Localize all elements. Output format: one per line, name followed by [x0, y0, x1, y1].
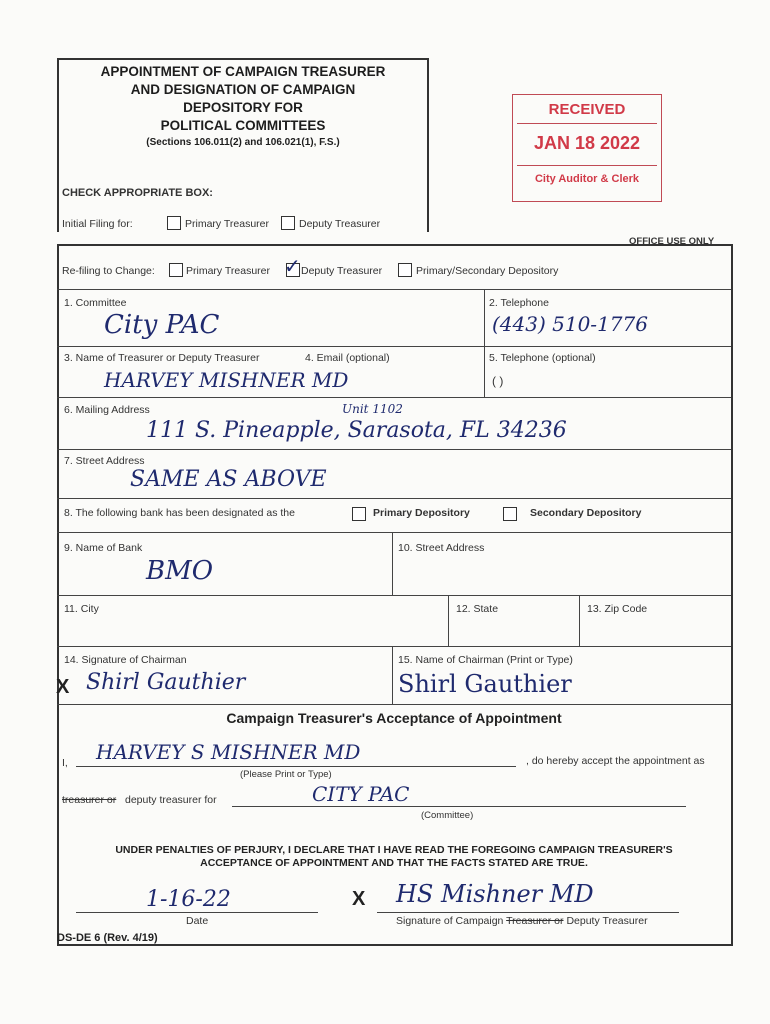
rule	[57, 346, 731, 347]
rule-v	[392, 646, 393, 704]
acceptance-name-value[interactable]: HARVEY S MISHNER MD	[96, 740, 361, 764]
mailing-address-label: 6. Mailing Address	[64, 404, 150, 416]
treasurer-value[interactable]: HARVEY MISHNER MD	[104, 368, 349, 392]
chairman-signature-value[interactable]: Shirl Gauthier	[86, 670, 246, 695]
committee-line	[232, 806, 686, 807]
treasurer-label: 3. Name of Treasurer or Deputy Treasurer	[64, 352, 260, 364]
received-stamp	[512, 94, 662, 202]
chairman-signature-label: 14. Signature of Chairman	[64, 654, 187, 666]
street-address-value[interactable]: SAME AS ABOVE	[130, 467, 327, 492]
date-label: Date	[186, 915, 209, 927]
name-line	[76, 766, 516, 767]
title-line-1: APPOINTMENT OF CAMPAIGN TREASURER	[100, 64, 386, 79]
signature-label	[396, 915, 648, 927]
refiling-depository-checkbox[interactable]	[398, 263, 412, 277]
perjury-line-1: UNDER PENALTIES OF PERJURY, I DECLARE THAT I HAVE READ THE FOREGOING CAMPAIGN TREASURER'S	[115, 844, 673, 856]
title-block	[57, 58, 429, 232]
mailing-address-insert: Unit 1102	[342, 402, 403, 416]
acceptance-text: , do hereby accept the appointment as	[526, 755, 705, 767]
title-line-3: DEPOSITORY FOR	[183, 100, 303, 115]
rule	[57, 397, 731, 398]
refiling-primary-treasurer-checkbox[interactable]	[169, 263, 183, 277]
title-line-2: AND DESIGNATION OF CAMPAIGN	[130, 82, 356, 97]
title-line-4: POLITICAL COMMITTEES	[160, 118, 326, 133]
check-box-heading: CHECK APPROPRIATE BOX:	[62, 187, 213, 199]
rule-v	[579, 595, 580, 646]
rule	[57, 704, 731, 705]
acceptance-i-label: I,	[62, 757, 68, 769]
telephone-optional-label: 5. Telephone (optional)	[489, 352, 596, 364]
refiling-deputy-treasurer-label: Deputy Treasurer	[301, 265, 383, 277]
email-label: 4. Email (optional)	[305, 352, 390, 364]
street-address-label: 7. Street Address	[64, 455, 145, 467]
secondary-depository-checkbox[interactable]	[503, 507, 517, 521]
telephone-value[interactable]: (443) 510-1776	[492, 312, 648, 336]
treasurer-signature-x: X	[352, 888, 366, 910]
bank-name-value[interactable]: BMO	[146, 556, 214, 586]
rule	[57, 532, 731, 533]
refiling-depository-label: Primary/Secondary Depository	[416, 265, 559, 277]
signature-label-struck: Treasurer or	[506, 915, 564, 927]
rule	[57, 646, 731, 647]
rule	[57, 449, 731, 450]
chairman-name-value[interactable]: Shirl Gauthier	[398, 670, 572, 698]
bank-name-label: 9. Name of Bank	[64, 542, 143, 554]
initial-deputy-treasurer-label: Deputy Treasurer	[299, 218, 381, 230]
rule	[57, 595, 731, 596]
committee-label: 1. Committee	[64, 297, 127, 309]
chairman-signature-x: X	[56, 676, 70, 698]
initial-deputy-treasurer-checkbox[interactable]	[281, 216, 295, 230]
signature-line	[377, 912, 679, 913]
chairman-name-label: 15. Name of Chairman (Print or Type)	[398, 654, 573, 666]
primary-depository-checkbox[interactable]	[352, 507, 366, 521]
treasurer-signature-value[interactable]: HS Mishner MD	[396, 880, 594, 908]
rule	[57, 289, 731, 290]
committee-hint: (Committee)	[421, 810, 474, 821]
signature-label-b: Deputy Treasurer	[563, 915, 648, 927]
bank-street-label: 10. Street Address	[398, 542, 485, 554]
primary-depository-label: Primary Depository	[373, 507, 470, 519]
stamp-rule-2	[517, 165, 657, 166]
rule-v	[448, 595, 449, 646]
telephone-label: 2. Telephone	[489, 297, 549, 309]
zip-label: 13. Zip Code	[587, 603, 648, 615]
rule-v	[392, 532, 393, 595]
stamp-received: RECEIVED	[548, 101, 626, 118]
date-value[interactable]: 1-16-22	[146, 887, 231, 912]
stamp-rule	[517, 123, 657, 124]
mailing-address-value[interactable]: 111 S. Pineapple, Sarasota, FL 34236	[146, 418, 567, 443]
acceptance-heading: Campaign Treasurer's Acceptance of Appointment	[226, 710, 562, 726]
statute-reference: (Sections 106.011(2) and 106.021(1), F.S.)	[146, 137, 340, 148]
state-label: 12. State	[456, 603, 499, 615]
deputy-check-mark: ✓	[284, 254, 301, 278]
perjury-line-2: ACCEPTANCE OF APPOINTMENT AND THAT THE FACTS STATED ARE TRUE.	[200, 857, 588, 869]
stamp-date: JAN 18 2022	[533, 133, 641, 153]
telephone-optional-value[interactable]: ( )	[492, 374, 504, 388]
refiling-primary-treasurer-label: Primary Treasurer	[186, 265, 271, 277]
city-label: 11. City	[64, 603, 99, 615]
signature-label-a: Signature of Campaign	[396, 915, 507, 927]
form-number: DS-DE 6 (Rev. 4/19)	[57, 932, 158, 944]
office-use-only: OFFICE USE ONLY	[629, 236, 715, 247]
role-text: deputy treasurer for	[125, 794, 217, 806]
refiling-label: Re-filing to Change:	[62, 265, 155, 277]
role-struck-text: treasurer or	[62, 794, 117, 806]
rule-v	[484, 289, 485, 397]
bank-designation-label: 8. The following bank has been designated as the	[64, 507, 295, 519]
initial-primary-treasurer-label: Primary Treasurer	[185, 218, 270, 230]
stamp-office: City Auditor & Clerk	[534, 173, 640, 185]
print-hint: (Please Print or Type)	[240, 769, 332, 780]
acceptance-committee-value[interactable]: CITY PAC	[312, 782, 410, 806]
initial-filing-label: Initial Filing for:	[62, 218, 133, 230]
secondary-depository-label: Secondary Depository	[530, 507, 642, 519]
committee-value[interactable]: City PAC	[104, 310, 220, 340]
rule	[57, 498, 731, 499]
date-line	[76, 912, 318, 913]
initial-primary-treasurer-checkbox[interactable]	[167, 216, 181, 230]
